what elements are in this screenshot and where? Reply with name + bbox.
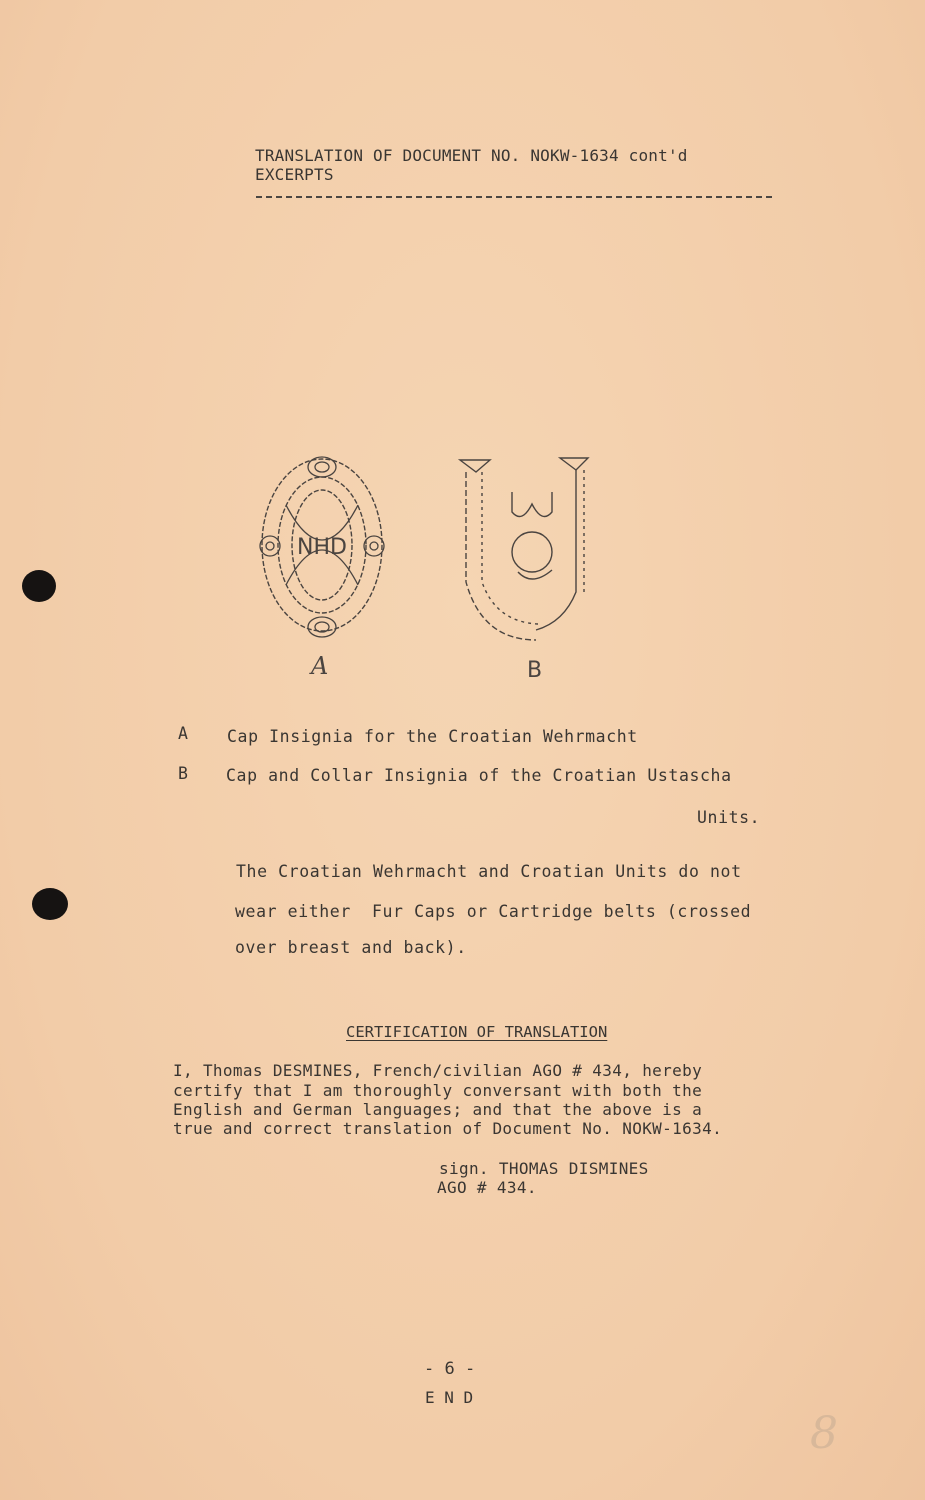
paragraph-line-1: The Croatian Wehrmacht and Croatian Units do not bbox=[236, 862, 742, 881]
page-number: - 6 - bbox=[424, 1359, 476, 1379]
signature-line: sign. THOMAS DISMINES bbox=[439, 1159, 649, 1178]
end-marker: E N D bbox=[425, 1388, 474, 1407]
caption-b-text: Cap and Collar Insignia of the Croatian Ustascha bbox=[226, 766, 732, 785]
certification-title: CERTIFICATION OF TRANSLATION bbox=[346, 1023, 608, 1041]
paragraph-line-2: wear either Fur Caps or Cartridge belts (crossed bbox=[235, 902, 752, 921]
certification-line-3: English and German languages; and that the above is a bbox=[173, 1100, 703, 1119]
caption-b-letter: B bbox=[178, 764, 189, 783]
paragraph-line-3: over breast and back). bbox=[235, 938, 467, 957]
caption-a-text: Cap Insignia for the Croatian Wehrmacht bbox=[227, 727, 638, 746]
figure-label-b: B bbox=[527, 658, 543, 683]
header-dashed-rule bbox=[256, 196, 772, 198]
certification-line-2: certify that I am thoroughly conversant with both the bbox=[173, 1081, 703, 1100]
caption-b-continuation: Units. bbox=[697, 808, 761, 827]
figure-label-a: A bbox=[311, 652, 329, 680]
document-title: TRANSLATION OF DOCUMENT NO. NOKW-1634 cont'd bbox=[255, 146, 688, 165]
certification-line-1: I, Thomas DESMINES, French/civilian AGO # 434, hereby bbox=[173, 1061, 703, 1080]
certification-line-4: true and correct translation of Document No. NOKW-1634. bbox=[173, 1119, 723, 1138]
signature-ago-line: AGO # 434. bbox=[437, 1178, 537, 1197]
insignia-a-drawing bbox=[250, 445, 395, 645]
punch-hole-bottom bbox=[32, 888, 68, 920]
caption-a-letter: A bbox=[178, 724, 189, 743]
punch-hole-top bbox=[22, 570, 56, 602]
document-subtitle: EXCERPTS bbox=[255, 165, 334, 184]
handwritten-page-mark: 8 bbox=[810, 1408, 838, 1459]
insignia-a-letters: NHD bbox=[297, 535, 347, 560]
insignia-b-drawing bbox=[452, 452, 597, 652]
